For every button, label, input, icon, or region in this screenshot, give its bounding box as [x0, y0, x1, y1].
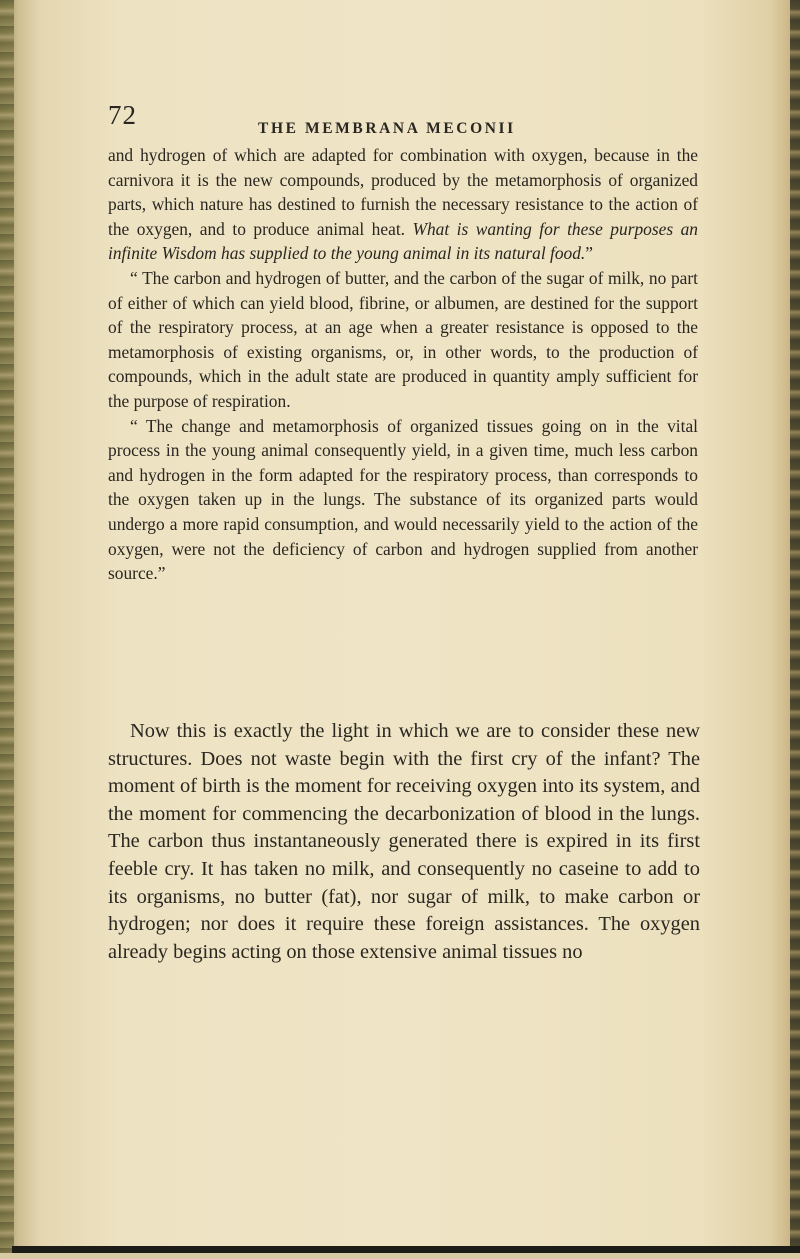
binding-edge-right [790, 0, 800, 1259]
quote-paragraph-1-italic: What is wanting for these purposes an infinite Wisdom has supplied to the young animal in its natural food. [108, 218, 698, 264]
quote-paragraph-1 [108, 143, 698, 266]
quote-paragraph-1-end: ” [585, 243, 594, 264]
bottom-margin [0, 1253, 800, 1259]
page-number: 72 [108, 100, 137, 130]
quoted-text-block [108, 143, 698, 586]
quote-paragraph-2: “ The carbon and hydrogen of butter, and the carbon of the sugar of milk, no part of either of which can yield blood, fibrine, or albumen, are destined for the support of the respiratory process, at an age when a greater resistance is opposed to the metamorphosis of existing organisms, or, in other words, to the production of compounds, which in the adult state are produced in quantity amply sufficient for the purpose of respiration. [108, 267, 698, 411]
main-paragraph-1: Now this is exactly the light in which we are to consider these new structures. Does not waste begin with the first cry of the infant? The moment of birth is the moment for receiving oxygen into its system, and the moment for commencing the decarbonization of blood in the lungs. The carbon thus instantaneously generated there is expired in its first feeble cry. It has taken no milk, and consequently no caseine to add to its organisms, no butter (fat), nor sugar of milk, to make carbon or hydrogen; nor does it require these foreign assistances. The oxygen already begins acting on those extensive animal tissues no [108, 720, 700, 963]
quote-paragraph-3: “ The change and metamorphosis of organized tissues going on in the vital process in the young animal consequently yield, in a given time, much less carbon and hydrogen in the form adapted for the respiratory process, than corresponds to the oxygen taken up in the lungs. The substance of its organized parts would undergo a more rapid consumption, and would necessarily yield to the action of the oxygen, were not the deficiency of carbon and hydrogen supplied from another source.” [108, 415, 698, 584]
quote-paragraph-1-text: and hydrogen of which are adapted for combination with oxygen, because in the carnivora it is the new compounds, produced by the metamorphosis of organized parts, which nature has destined to furnish the necessary resistance to the action of the oxygen, and to produce animal heat. [108, 145, 698, 239]
running-head: THE MEMBRANA MECONII [258, 120, 516, 137]
bottom-edge-shadow [12, 1246, 800, 1253]
binding-edge-left [0, 0, 14, 1259]
main-text-block [108, 718, 700, 966]
